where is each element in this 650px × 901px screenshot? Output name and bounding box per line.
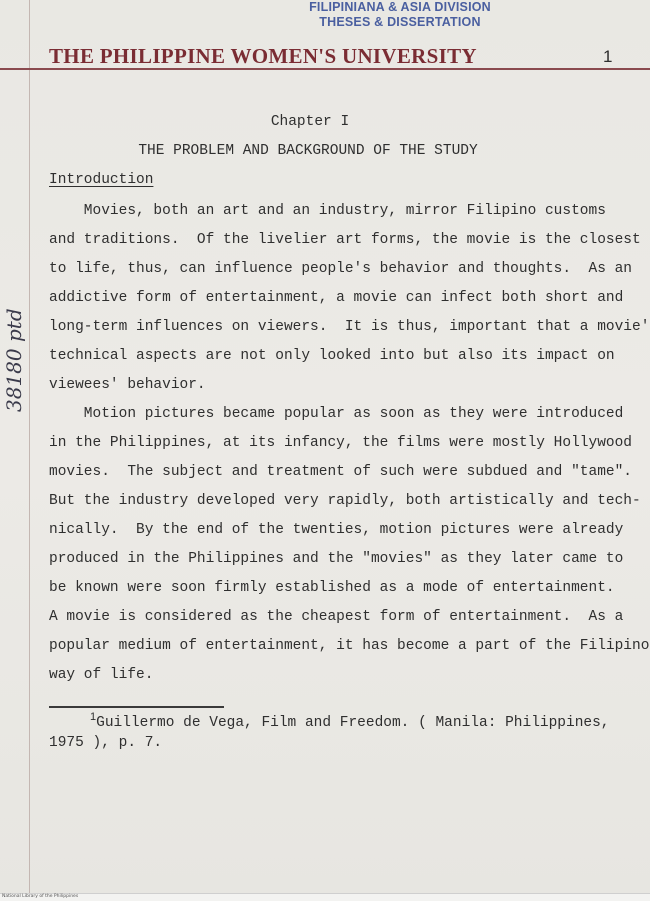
handwritten-margin-note: 38180 ptd <box>2 308 26 412</box>
body-line: movies. The subject and treatment of such were subdued and "tame". <box>49 464 632 480</box>
body-line: Movies, both an art and an industry, mirror Filipino customs <box>49 203 606 219</box>
section-heading: Introduction <box>49 172 154 188</box>
body-line: produced in the Philippines and the "movies" as they later came to <box>49 551 624 567</box>
body-line: to life, thus, can influence people's behavior and thoughts. As an <box>49 261 632 277</box>
body-line: viewees' behavior. <box>49 377 206 393</box>
body-line: But the industry developed very rapidly, both artistically and tech- <box>49 493 641 509</box>
stamp-line-1: FILIPINIANA & ASIA DIVISION <box>309 0 491 14</box>
body-line: be known were soon firmly established as a mode of entertainment. <box>49 580 615 596</box>
margin-line <box>29 0 30 893</box>
header-rule <box>0 68 650 70</box>
footnote-line-2: 1975 ), p. 7. <box>49 735 163 751</box>
chapter-title: THE PROBLEM AND BACKGROUND OF THE STUDY <box>138 143 478 159</box>
library-stamp <box>280 0 520 30</box>
footnote-marker: 1 <box>90 711 97 724</box>
page-number: 1 <box>603 47 613 66</box>
body-line: technical aspects are not only looked into but also its impact on <box>49 348 615 364</box>
institution-header: THE PHILIPPINE WOMEN'S UNIVERSITY <box>49 44 477 68</box>
body-paragraphs <box>49 197 650 690</box>
chapter-label: Chapter I <box>270 114 350 130</box>
body-line: Motion pictures became popular as soon as they were introduced <box>49 406 624 422</box>
body-line: and traditions. Of the livelier art forms, the movie is the closest <box>49 232 641 248</box>
footnote-text-1: Guillermo de Vega, Film and Freedom. ( Manila: Philippines, <box>96 715 610 731</box>
footnote-rule <box>49 706 224 708</box>
footnote-line-1 <box>49 713 649 733</box>
scan-footer-text: National Library of the Philippines <box>2 894 79 899</box>
body-line: long-term influences on viewers. It is thus, important that a movie' <box>49 319 650 335</box>
body-line: way of life. <box>49 667 154 683</box>
body-line: addictive form of entertainment, a movie can infect both short and <box>49 290 624 306</box>
body-line: nically. By the end of the twenties, motion pictures were already <box>49 522 624 538</box>
body-line: in the Philippines, at its infancy, the films were mostly Hollywood <box>49 435 632 451</box>
body-line: popular medium of entertainment, it has become a part of the Filipino <box>49 638 650 654</box>
body-line: A movie is considered as the cheapest form of entertainment. As a <box>49 609 624 625</box>
stamp-line-2: THESES & DISSERTATION <box>319 15 481 29</box>
footnote <box>49 713 649 753</box>
